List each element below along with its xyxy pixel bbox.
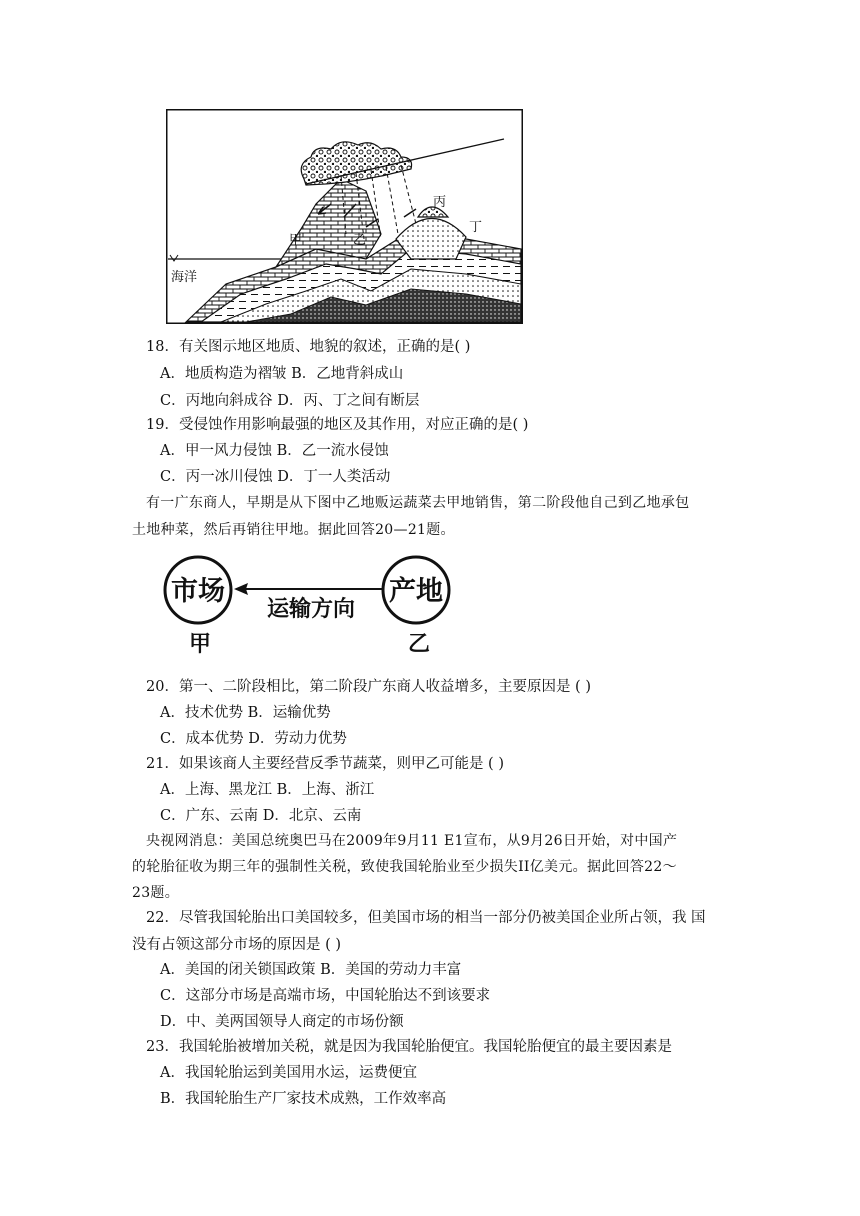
geology-cross-section-figure <box>166 109 523 324</box>
label-ding: 丁 <box>469 220 483 235</box>
market-label: 市场 <box>171 576 225 607</box>
intro-22-23-line2: 的轮胎征收为期三年的强制性关税，致使我国轮胎业至少损失II亿美元。据此回答22～ <box>132 859 677 875</box>
q20-options-row2: C．成本优势 D．劳动力优势 <box>160 731 347 747</box>
q23-option-b: B．我国轮胎生产厂家技术成熟，工作效率高 <box>160 1091 447 1107</box>
q21-options-row2: C．广东、云南 D．北京、云南 <box>160 808 362 824</box>
q22-stem-line2: 没有占领这部分市场的原因是 ( ) <box>132 937 342 953</box>
intro-20-21-line2: 土地种菜，然后再销往甲地。据此回答20—21题。 <box>132 522 455 538</box>
origin-tag: 乙 <box>407 632 431 657</box>
q23-option-a: A．我国轮胎运到美国用水运，运费便宜 <box>160 1065 417 1081</box>
market-tag: 甲 <box>188 632 212 657</box>
label-bing: 丙 <box>433 195 447 210</box>
q19-options-row2: C．丙一冰川侵蚀 D．丁一人类活动 <box>160 469 391 485</box>
q21-stem: 21．如果该商人主要经营反季节蔬菜，则甲乙可能是 ( ) <box>146 756 504 772</box>
arrow-label: 运输方向 <box>266 597 356 622</box>
q23-stem: 23．我国轮胎被增加关税，就是因为我国轮胎便宜。我国轮胎便宜的最主要因素是 <box>146 1039 672 1055</box>
intro-22-23-line1: 央视网消息：美国总统奥巴马在2009年9月11 E1宣布，从9月26日开始，对中国产 <box>146 833 678 849</box>
q22-option-d: D．中、美两国领导人商定的市场份额 <box>160 1014 404 1030</box>
q18-stem: 18．有关图示地区地质、地貌的叙述，正确的是( ) <box>146 339 471 355</box>
q19-options-row1: A．甲一风力侵蚀 B．乙一流水侵蚀 <box>160 443 389 459</box>
label-jia: 甲 <box>289 233 303 248</box>
q21-options-row1: A．上海、黑龙江 B．上海、浙江 <box>160 782 375 798</box>
label-ocean: 海洋 <box>171 270 198 285</box>
q22-stem-line1: 22．尽管我国轮胎出口美国较多，但美国市场的相当一部分仍被美国企业所占领，我 国 <box>146 910 706 926</box>
q19-stem: 19．受侵蚀作用影响最强的地区及其作用，对应正确的是( ) <box>146 417 529 433</box>
intro-20-21-line1: 有一广东商人，早期是从下图中乙地贩运蔬菜去甲地销售，第二阶段他自己到乙地承包 <box>146 495 690 511</box>
q18-options-row2: C．丙地向斜成谷 D．丙、丁之间有断层 <box>160 393 420 409</box>
q20-options-row1: A．技术优势 B．运输优势 <box>160 705 331 721</box>
label-yi: 乙 <box>353 233 367 248</box>
q22-option-c: C．这部分市场是高端市场，中国轮胎达不到该要求 <box>160 988 491 1004</box>
q20-stem: 20．第一、二阶段相比，第二阶段广东商人收益增多，主要原因是 ( ) <box>146 679 591 695</box>
origin-label: 产地 <box>389 576 443 607</box>
market-origin-flow-figure <box>160 555 460 660</box>
intro-22-23-line3: 23题。 <box>132 885 180 901</box>
q18-options-row1: A．地质构造为褶皱 B．乙地背斜成山 <box>160 366 404 382</box>
q22-option-a-b: A．美国的闭关锁国政策 B．美国的劳动力丰富 <box>160 962 462 978</box>
